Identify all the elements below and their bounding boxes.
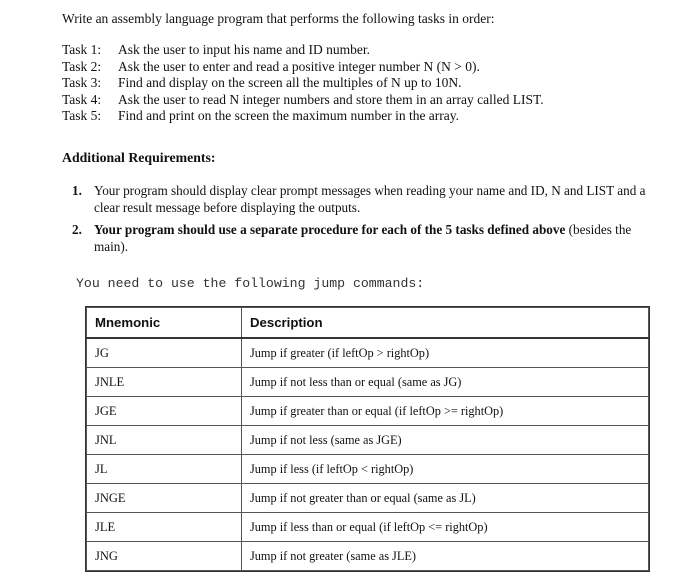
table-row: [87, 513, 649, 542]
table-row: [87, 368, 649, 397]
task-text: Find and display on the screen all the multiples of N up to 10N.: [118, 75, 462, 90]
description-cell: Jump if not greater than or equal (same as JL): [242, 484, 649, 513]
table-row: [87, 426, 649, 455]
task-item: [62, 59, 544, 76]
intro-text: Write an assembly language program that performs the following tasks in order:: [62, 11, 495, 26]
header-description: Description: [242, 308, 649, 339]
requirement-rest-text: (besides the main).: [94, 222, 632, 254]
description-cell: Jump if less (if leftOp < rightOp): [242, 455, 649, 484]
jump-table: [86, 307, 649, 571]
requirement-number: 1.: [72, 183, 82, 198]
table-row: [87, 542, 649, 571]
task-text: Ask the user to read N integer numbers and store them in an array called LIST.: [118, 91, 544, 107]
description-cell: Jump if not less (same as JGE): [242, 426, 649, 455]
task-text: Ask the user to enter and read a positive integer number N (N > 0).: [118, 58, 480, 74]
description-cell: Jump if less than or equal (if leftOp <= rightOp): [242, 513, 649, 542]
requirement-item: [72, 183, 664, 216]
description-cell: Jump if greater than or equal (if leftOp >= rightOp): [242, 397, 649, 426]
task-label: Task 3:: [62, 75, 102, 90]
mnemonic-cell: JNGE: [87, 484, 242, 513]
task-label: Task 1:: [62, 42, 102, 57]
task-text: Ask the user to input his name and ID number.: [118, 42, 370, 57]
task-label: Task 2:: [62, 58, 102, 74]
requirement-text: Your program should display clear prompt messages when reading your name and ID, N and LIST and a clear result message before displaying the outputs.: [94, 183, 646, 215]
task-item: [62, 75, 544, 92]
requirement-number: 2.: [72, 222, 82, 237]
task-item: [62, 92, 544, 109]
task-list: [62, 42, 544, 125]
task-label: Task 4:: [62, 91, 102, 107]
jump-commands-table: [85, 306, 650, 572]
jump-commands-intro: You need to use the following jump commands:: [76, 276, 425, 291]
mnemonic-cell: JL: [87, 455, 242, 484]
header-mnemonic: Mnemonic: [87, 308, 242, 339]
description-cell: Jump if not less than or equal (same as JG): [242, 368, 649, 397]
table-row: [87, 484, 649, 513]
additional-requirements-heading: Additional Requirements:: [62, 150, 216, 165]
requirement-item: [72, 222, 664, 255]
mnemonic-cell: JLE: [87, 513, 242, 542]
mnemonic-cell: JGE: [87, 397, 242, 426]
task-item: [62, 108, 544, 125]
mnemonic-cell: JNLE: [87, 368, 242, 397]
requirement-text: [94, 222, 664, 255]
requirement-bold-text: Your program should use a separate procedure for each of the 5 tasks defined above: [94, 222, 566, 237]
task-label: Task 5:: [62, 108, 102, 123]
mnemonic-cell: JNL: [87, 426, 242, 455]
description-cell: Jump if not greater (same as JLE): [242, 542, 649, 571]
table-row: [87, 338, 649, 368]
task-text: Find and print on the screen the maximum number in the array.: [118, 108, 460, 123]
table-row: [87, 455, 649, 484]
table-header-row: [87, 308, 649, 339]
mnemonic-cell: JNG: [87, 542, 242, 571]
task-item: [62, 42, 544, 59]
table-row: [87, 397, 649, 426]
mnemonic-cell: JG: [87, 338, 242, 368]
description-cell: Jump if greater (if leftOp > rightOp): [242, 338, 649, 368]
